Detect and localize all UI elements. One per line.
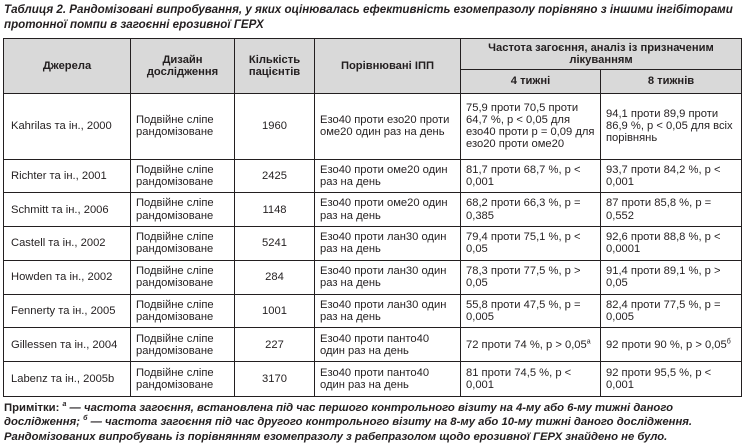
cell-design: Подвійне сліпе рандомізоване	[131, 260, 235, 294]
cell-design: Подвійне сліпе рандомізоване	[131, 362, 235, 397]
cell-patients: 1960	[235, 94, 315, 160]
header-design: Дизайн дослідження	[131, 39, 235, 94]
cell-design: Подвійне сліпе рандомізоване	[131, 159, 235, 193]
cell-patients: 1148	[235, 193, 315, 227]
cell-patients: 227	[235, 328, 315, 362]
cell-patients: 284	[235, 260, 315, 294]
cell-compared: Езо40 проти лан30 один раз на день	[315, 294, 461, 328]
footnote-mark-b: б	[726, 337, 731, 345]
cell-compared: Езо40 проти панто40 один раз на день	[315, 328, 461, 362]
caption-text: Рандомізовані випробування, у яких оцінювалась ефективність езомепразолу порівняно з іншими інгібіторами протонної помпи в загоєнні ерозивної ГЕРХ	[4, 3, 733, 31]
cell-week8: 82,4 проти 77,5 %, p = 0,005	[601, 294, 742, 328]
cell-source: Labenz та ін., 2005b	[4, 362, 131, 397]
cell-week4	[461, 328, 601, 362]
caption-label: Таблиця 2.	[4, 3, 67, 16]
cell-week8: 93,7 проти 84,2 %, p < 0,001	[601, 159, 742, 193]
header-week8: 8 тижнів	[601, 70, 742, 94]
cell-week8: 91,4 проти 89,1 %, p > 0,05	[601, 260, 742, 294]
cell-compared: Езо40 проти езо20 проти оме20 один раз на день	[315, 94, 461, 160]
cell-compared: Езо40 проти оме20 один раз на день	[315, 193, 461, 227]
cell-week4: 79,4 проти 75,1 %, p < 0,05	[461, 227, 601, 261]
table-row	[4, 328, 742, 362]
cell-week4: 68,2 проти 66,3 %, p = 0,385	[461, 193, 601, 227]
cell-source: Richter та ін., 2001	[4, 159, 131, 193]
cell-design: Подвійне сліпе рандомізоване	[131, 227, 235, 261]
cell-source: Fennerty та ін., 2005	[4, 294, 131, 328]
cell-week4: 75,9 проти 70,5 проти 64,7 %, p < 0,05 для езо40 проти p = 0,09 для езо20 проти оме20	[461, 94, 601, 160]
note-a-text: — частота загоєння, встановлена під час першого контрольного візиту на 4-му або 6-му тижні даного дослідження;	[4, 402, 673, 429]
table-row	[4, 260, 742, 294]
cell-design: Подвійне сліпе рандомізоване	[131, 193, 235, 227]
table-row	[4, 159, 742, 193]
cell-week8-text: 92 проти 90 %, p > 0,05	[606, 338, 727, 351]
note-a-mark: а	[62, 401, 67, 409]
table-row	[4, 193, 742, 227]
cell-design: Подвійне сліпе рандомізоване	[131, 328, 235, 362]
cell-compared: Езо40 проти оме20 один раз на день	[315, 159, 461, 193]
cell-patients: 1001	[235, 294, 315, 328]
notes-label: Примітки:	[4, 402, 60, 414]
cell-source: Castell та ін., 2002	[4, 227, 131, 261]
cell-week8: 92 проти 95,5 %, p < 0,001	[601, 362, 742, 397]
cell-compared: Езо40 проти панто40 один раз на день	[315, 362, 461, 397]
table-row	[4, 227, 742, 261]
cell-source: Kahrilas та ін., 2000	[4, 94, 131, 160]
cell-week4: 81 проти 74,5 %, p < 0,001	[461, 362, 601, 397]
cell-week8	[601, 328, 742, 362]
header-healing: Частота загоєння, аналіз із призначеним лікуванням	[461, 39, 742, 70]
footnote-mark-a: а	[586, 337, 591, 345]
table-row	[4, 94, 742, 160]
cell-week4: 81,7 проти 68,7 %, p < 0,001	[461, 159, 601, 193]
cell-week8: 87 проти 85,8 %, p = 0,552	[601, 193, 742, 227]
trials-table	[3, 38, 742, 397]
cell-source: Schmitt та ін., 2006	[4, 193, 131, 227]
cell-compared: Езо40 проти лан30 один раз на день	[315, 260, 461, 294]
header-compared: Порівнювані ІПП	[315, 39, 461, 94]
header-week4: 4 тижні	[461, 70, 601, 94]
table-row	[4, 294, 742, 328]
header-source: Джерела	[4, 39, 131, 94]
cell-week4-text: 72 проти 74 %, p > 0,05	[466, 338, 587, 351]
table-notes	[4, 401, 744, 444]
cell-patients: 2425	[235, 159, 315, 193]
cell-source: Howden та ін., 2002	[4, 260, 131, 294]
cell-design: Подвійне сліпе рандомізоване	[131, 94, 235, 160]
cell-design: Подвійне сліпе рандомізоване	[131, 294, 235, 328]
table-caption	[4, 2, 742, 32]
note-b-text: — частота загоєння під час другого контрольного візиту на 8-му або 10-му тижні даного дослідження. Рандомізованих випробувань із порівнянням езомепразолу з рабепразолом щодо ерозивної ГЕРХ знайдено не було.	[4, 416, 693, 443]
cell-patients: 3170	[235, 362, 315, 397]
note-b-mark: б	[83, 415, 88, 423]
cell-compared: Езо40 проти лан30 один раз на день	[315, 227, 461, 261]
cell-week8: 94,1 проти 89,9 проти 86,9 %, p < 0,05 для всіх порівнянь	[601, 94, 742, 160]
header-patients: Кількість пацієнтів	[235, 39, 315, 94]
cell-patients: 5241	[235, 227, 315, 261]
cell-week4: 55,8 проти 47,5 %, p = 0,005	[461, 294, 601, 328]
cell-source: Gillessen та ін., 2004	[4, 328, 131, 362]
cell-week4: 78,3 проти 77,5 %, p > 0,05	[461, 260, 601, 294]
table-row	[4, 362, 742, 397]
cell-week8: 92,6 проти 88,8 %, p < 0,0001	[601, 227, 742, 261]
